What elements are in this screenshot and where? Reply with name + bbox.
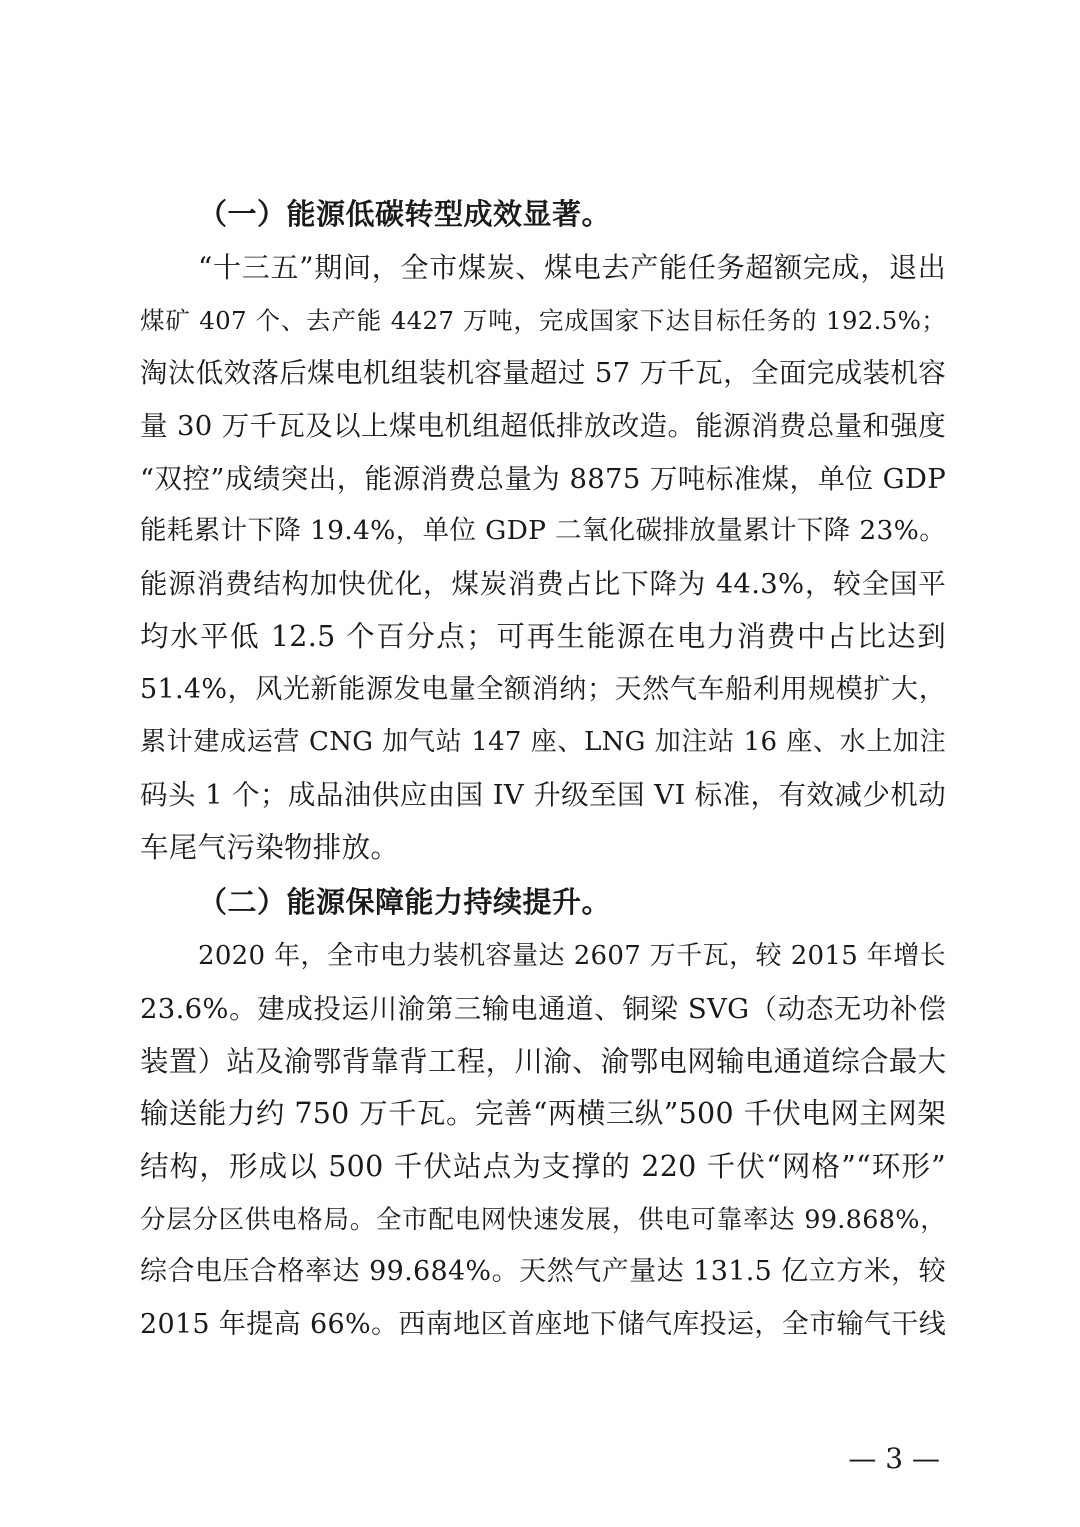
text-line: 综合电压合格率达 99.684%。天然气产量达 131.5 亿立方米，较 bbox=[140, 1256, 946, 1288]
page-number: — 3 — bbox=[848, 1442, 940, 1475]
text-line: 51.4%，风光新能源发电量全额消纳；天然气车船利用规模扩大， bbox=[140, 673, 946, 705]
text-line: 均水平低 12.5 个百分点；可再生能源在电力消费中占比达到 bbox=[140, 619, 946, 653]
section-heading-1: （一）能源低碳转型成效显著。 bbox=[198, 197, 612, 231]
text-line: 淘汰低效落后煤电机组装机容量超过 57 万千瓦，全面完成装机容 bbox=[140, 357, 946, 390]
text-line: 结构，形成以 500 千伏站点为支撑的 220 千伏“网格”“环形” bbox=[140, 1150, 946, 1183]
text-line: “十三五”期间，全市煤炭、煤电去产能任务超额完成，退出 bbox=[198, 251, 946, 284]
text-line: “双控”成绩突出，能源消费总量为 8875 万吨标准煤，单位 GDP bbox=[140, 462, 946, 495]
text-line: 2015 年提高 66%。西南地区首座地下储气库投运，全市输气干线 bbox=[140, 1309, 946, 1341]
text-line: 输送能力约 750 万千瓦。完善“两横三纵”500 千伏电网主网架 bbox=[140, 1097, 946, 1131]
text-line: 煤矿 407 个、去产能 4427 万吨，完成国家下达目标任务的 192.5%； bbox=[140, 305, 946, 335]
text-line: 码头 1 个；成品油供应由国 IV 升级至国 VI 标准，有效减少机动 bbox=[140, 778, 946, 811]
text-line: 装置）站及渝鄂背靠背工程，川渝、渝鄂电网输电通道综合最大 bbox=[140, 1044, 946, 1078]
section-paragraph-2 bbox=[140, 930, 946, 1352]
document-body bbox=[140, 186, 946, 1352]
section-heading-2: （二）能源保障能力持续提升。 bbox=[198, 885, 612, 920]
text-line: 能源消费结构加快优化，煤炭消费占比下降为 44.3%，较全国平 bbox=[140, 568, 946, 601]
text-line: 量 30 万千瓦及以上煤电机组超低排放改造。能源消费总量和强度 bbox=[140, 410, 946, 443]
text-line: 累计建成运营 CNG 加气站 147 座、LNG 加注站 16 座、水上加注 bbox=[140, 727, 946, 758]
text-line: 分层分区供电格局。全市配电网快速发展，供电可靠率达 99.868%， bbox=[140, 1204, 946, 1235]
text-line: 23.6%。建成投运川渝第三输电通道、铜梁 SVG（动态无功补偿 bbox=[140, 992, 946, 1025]
text-line: 2020 年，全市电力装机容量达 2607 万千瓦，较 2015 年增长 bbox=[198, 941, 946, 972]
text-line: 车尾气污染物排放。 bbox=[140, 830, 400, 864]
text-line: 能耗累计下降 19.4%，单位 GDP 二氧化碳排放量累计下降 23%。 bbox=[140, 515, 946, 547]
section-paragraph-1 bbox=[140, 242, 946, 874]
